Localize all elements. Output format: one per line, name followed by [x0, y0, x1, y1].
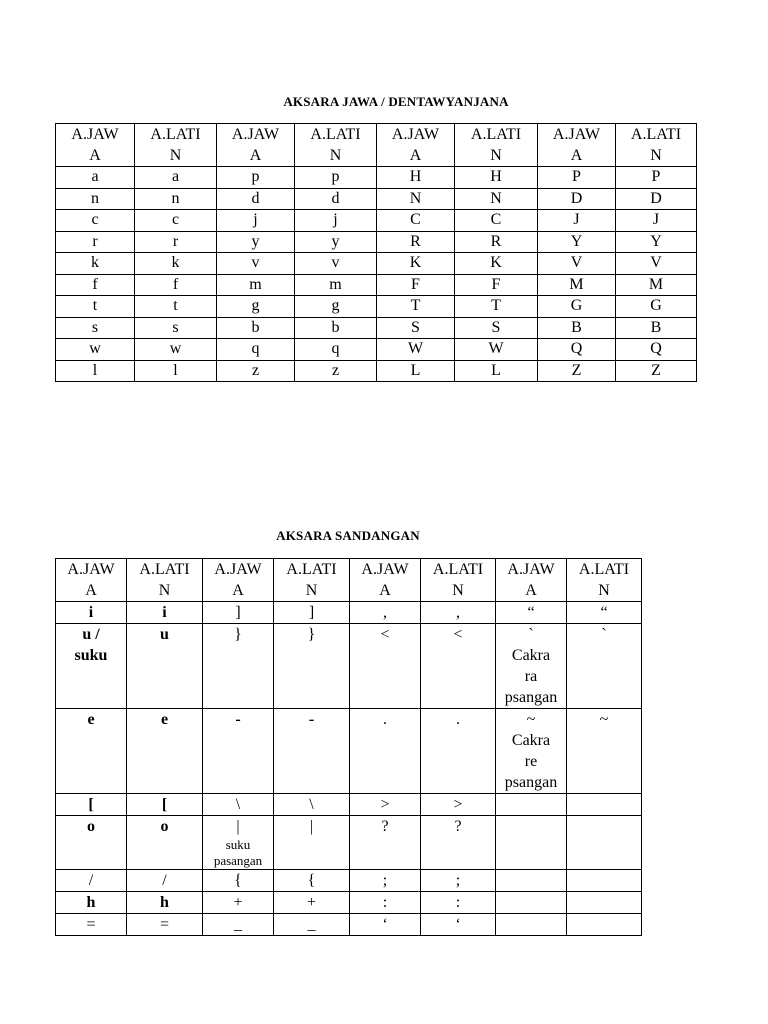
table-cell: F	[455, 274, 538, 296]
table-cell: [	[56, 794, 127, 816]
header-cell: A.LATI N	[421, 559, 496, 602]
table-cell: f	[135, 274, 217, 296]
table-cell: =	[56, 914, 127, 936]
header-cell: A.LATI N	[135, 124, 217, 167]
table-cell: a	[135, 167, 217, 189]
table-cell: M	[616, 274, 697, 296]
aksara-jawa-table	[55, 123, 697, 382]
table-cell: r	[56, 231, 135, 253]
table-cell: B	[538, 317, 616, 339]
table-cell: {	[203, 870, 274, 892]
table-cell: o	[56, 816, 127, 870]
table-cell: K	[455, 253, 538, 275]
table-cell: S	[377, 317, 455, 339]
header-cell: A.JAW A	[56, 559, 127, 602]
table-cell: h	[56, 892, 127, 914]
header-row	[56, 559, 642, 602]
table-cell: y	[217, 231, 295, 253]
table-cell: |	[274, 816, 350, 870]
table-cell	[496, 870, 567, 892]
table-row	[56, 210, 697, 232]
table-cell: Q	[616, 339, 697, 361]
table-title-dentawyanjana: AKSARA JAWA / DENTAWYANJANA	[283, 94, 509, 109]
table-cell: -	[203, 709, 274, 794]
table-cell: :	[421, 892, 496, 914]
table-row	[56, 602, 642, 624]
table-cell: +	[274, 892, 350, 914]
table-cell: }	[203, 624, 274, 709]
table-cell: J	[538, 210, 616, 232]
table-cell: /	[127, 870, 203, 892]
table-cell: _	[203, 914, 274, 936]
table-cell	[496, 892, 567, 914]
table-cell: i	[127, 602, 203, 624]
header-cell: A.LATI N	[127, 559, 203, 602]
table-cell: e	[56, 709, 127, 794]
table-cell: ;	[421, 870, 496, 892]
table-cell: Z	[616, 360, 697, 382]
table-cell: C	[455, 210, 538, 232]
table-cell: Y	[538, 231, 616, 253]
table-cell: j	[217, 210, 295, 232]
table-cell: W	[377, 339, 455, 361]
table-cell: R	[455, 231, 538, 253]
table-cell: +	[203, 892, 274, 914]
table-row	[56, 231, 697, 253]
table-title-sandangan: AKSARA SANDANGAN	[276, 528, 420, 543]
table-cell: F	[377, 274, 455, 296]
table-cell: Z	[538, 360, 616, 382]
table-row	[56, 296, 697, 318]
header-cell: A.LATI N	[616, 124, 697, 167]
table-cell: [	[127, 794, 203, 816]
table-cell: ?	[421, 816, 496, 870]
table-cell: ~	[567, 709, 642, 794]
table-cell: \	[203, 794, 274, 816]
table-cell: ‘	[350, 914, 421, 936]
table-row	[56, 794, 642, 816]
table-cell: ` Cakra ra psangan	[496, 624, 567, 709]
table-cell: k	[56, 253, 135, 275]
table-cell: u	[127, 624, 203, 709]
table-cell: g	[217, 296, 295, 318]
table-cell: j	[295, 210, 377, 232]
table-row	[56, 339, 697, 361]
table-cell: a	[56, 167, 135, 189]
table-cell: C	[377, 210, 455, 232]
table-row	[56, 317, 697, 339]
table-cell: c	[135, 210, 217, 232]
table-cell: H	[377, 167, 455, 189]
table-cell: ,	[421, 602, 496, 624]
table-cell: >	[421, 794, 496, 816]
table-cell: m	[217, 274, 295, 296]
table-row	[56, 870, 642, 892]
table-cell: V	[616, 253, 697, 275]
table-cell: T	[377, 296, 455, 318]
table-cell: \	[274, 794, 350, 816]
table-cell: “	[567, 602, 642, 624]
header-cell: A.LATI N	[455, 124, 538, 167]
table-cell: .	[350, 709, 421, 794]
table-cell: p	[295, 167, 377, 189]
table-cell: p	[217, 167, 295, 189]
header-cell: A.JAW A	[538, 124, 616, 167]
table-cell: V	[538, 253, 616, 275]
header-cell: A.JAW A	[377, 124, 455, 167]
table-cell	[496, 816, 567, 870]
table-row	[56, 914, 642, 936]
table-cell: :	[350, 892, 421, 914]
table-cell: /	[56, 870, 127, 892]
table-cell: q	[295, 339, 377, 361]
table-cell: -	[274, 709, 350, 794]
table-cell: J	[616, 210, 697, 232]
table-cell: P	[538, 167, 616, 189]
table-cell: R	[377, 231, 455, 253]
table-cell	[567, 870, 642, 892]
table-cell: r	[135, 231, 217, 253]
table-row	[56, 624, 642, 709]
table-cell: q	[217, 339, 295, 361]
table-row	[56, 709, 642, 794]
table-row	[56, 253, 697, 275]
table-cell: T	[455, 296, 538, 318]
table-cell: G	[538, 296, 616, 318]
table-cell	[496, 794, 567, 816]
table-cell: | suku pasangan	[203, 816, 274, 870]
table-cell: z	[217, 360, 295, 382]
table-cell: s	[135, 317, 217, 339]
table-cell: s	[56, 317, 135, 339]
table-cell: c	[56, 210, 135, 232]
table-cell: ‘	[421, 914, 496, 936]
table-cell: t	[56, 296, 135, 318]
table-cell: K	[377, 253, 455, 275]
table-cell: Y	[616, 231, 697, 253]
table-cell: u / suku	[56, 624, 127, 709]
table-cell: _	[274, 914, 350, 936]
table-row	[56, 274, 697, 296]
table-cell: k	[135, 253, 217, 275]
table-cell: v	[217, 253, 295, 275]
table-cell: G	[616, 296, 697, 318]
aksara-sandangan-table	[55, 558, 642, 936]
table-cell	[567, 816, 642, 870]
table-cell: P	[616, 167, 697, 189]
table-cell: L	[377, 360, 455, 382]
table-cell: S	[455, 317, 538, 339]
header-row	[56, 124, 697, 167]
table-cell	[567, 892, 642, 914]
header-cell: A.JAW A	[350, 559, 421, 602]
header-cell: A.LATI N	[295, 124, 377, 167]
table-cell: ]	[274, 602, 350, 624]
table-cell: >	[350, 794, 421, 816]
table-cell: }	[274, 624, 350, 709]
table-cell: <	[350, 624, 421, 709]
table-cell: l	[135, 360, 217, 382]
table-cell: D	[538, 188, 616, 210]
header-cell: A.JAW A	[217, 124, 295, 167]
table-cell: N	[377, 188, 455, 210]
table-cell: z	[295, 360, 377, 382]
table-cell: o	[127, 816, 203, 870]
table-cell: m	[295, 274, 377, 296]
table-cell	[567, 794, 642, 816]
table-cell: l	[56, 360, 135, 382]
table-cell: ,	[350, 602, 421, 624]
table-cell: ~ Cakra re psangan	[496, 709, 567, 794]
table-cell: b	[217, 317, 295, 339]
table-row	[56, 816, 642, 870]
table-cell: L	[455, 360, 538, 382]
table-cell: M	[538, 274, 616, 296]
table-cell: g	[295, 296, 377, 318]
table-cell: e	[127, 709, 203, 794]
table-cell: “	[496, 602, 567, 624]
table-cell: v	[295, 253, 377, 275]
table-row	[56, 892, 642, 914]
table-cell: Q	[538, 339, 616, 361]
table-cell: H	[455, 167, 538, 189]
table-cell: n	[135, 188, 217, 210]
header-cell: A.LATI N	[567, 559, 642, 602]
table-cell: N	[455, 188, 538, 210]
header-cell: A.LATI N	[274, 559, 350, 602]
table-cell: h	[127, 892, 203, 914]
table-cell: ]	[203, 602, 274, 624]
table-cell	[496, 914, 567, 936]
header-cell: A.JAW A	[56, 124, 135, 167]
table-cell: d	[295, 188, 377, 210]
table-cell: b	[295, 317, 377, 339]
table-cell: i	[56, 602, 127, 624]
table-cell: f	[56, 274, 135, 296]
table-cell: y	[295, 231, 377, 253]
table-row	[56, 188, 697, 210]
table-cell: w	[56, 339, 135, 361]
table-cell: {	[274, 870, 350, 892]
table-row	[56, 167, 697, 189]
table-cell	[567, 914, 642, 936]
table-cell: `	[567, 624, 642, 709]
table-cell: B	[616, 317, 697, 339]
header-cell: A.JAW A	[496, 559, 567, 602]
table-cell: w	[135, 339, 217, 361]
table-cell: .	[421, 709, 496, 794]
table-cell: W	[455, 339, 538, 361]
table-cell: ;	[350, 870, 421, 892]
table-cell: D	[616, 188, 697, 210]
table-cell: t	[135, 296, 217, 318]
table-cell: <	[421, 624, 496, 709]
table-cell: d	[217, 188, 295, 210]
table-cell: ?	[350, 816, 421, 870]
header-cell: A.JAW A	[203, 559, 274, 602]
table-cell: n	[56, 188, 135, 210]
table-cell: =	[127, 914, 203, 936]
table-row	[56, 360, 697, 382]
